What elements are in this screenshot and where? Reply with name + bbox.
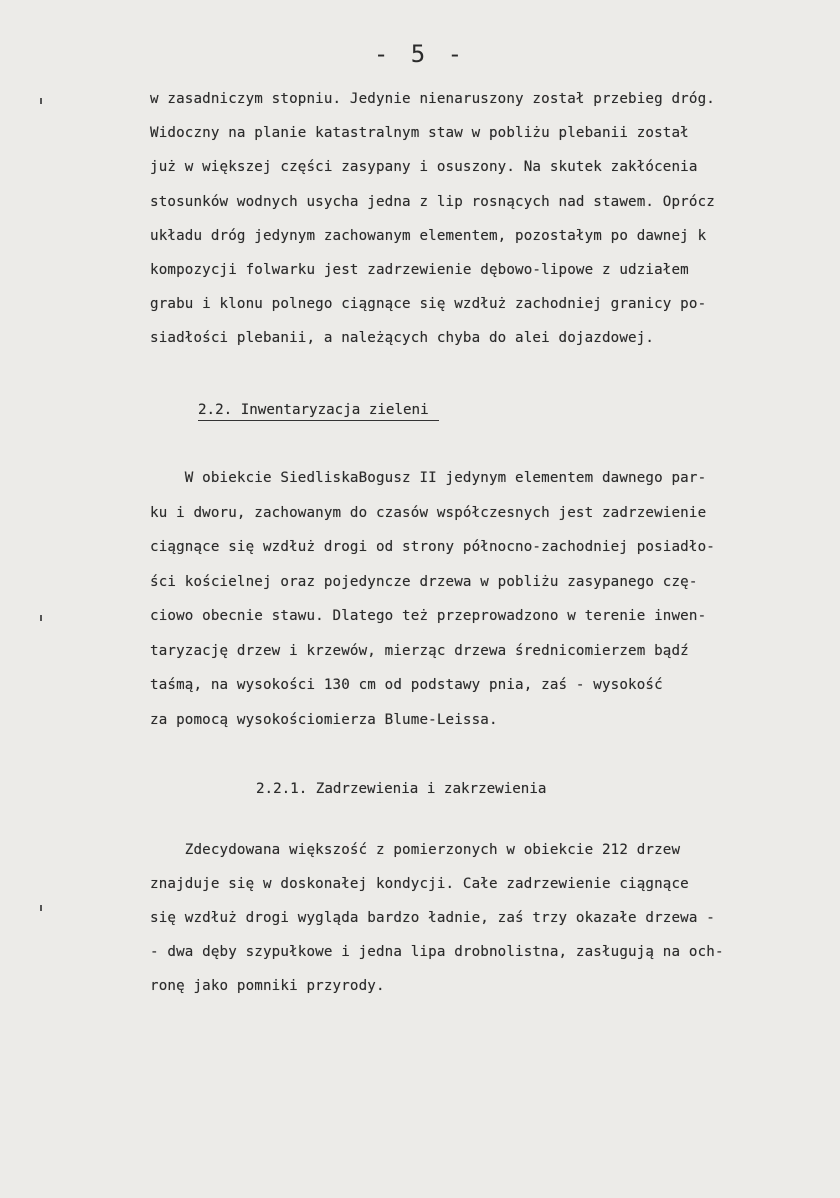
- text-line: stosunków wodnych usycha jedna z lip rosnących nad stawem. Oprócz: [150, 193, 715, 210]
- margin-mark: [40, 615, 42, 621]
- text-line: taśmą, na wysokości 130 cm od podstawy pnia, zaś - wysokość: [150, 677, 663, 693]
- text-line: w zasadniczym stopniu. Jedynie nienaruszony został przebieg dróg.: [150, 91, 715, 107]
- text-line: się wzdłuż drogi wygląda bardzo ładnie, zaś trzy okazałe drzewa -: [150, 910, 715, 926]
- text-line: siadłości plebanii, a należących chyba do alei dojazdowej.: [150, 330, 655, 347]
- margin-mark: [40, 905, 42, 911]
- text-line: układu dróg jedynym zachowanym elementem, pozostałym po dawnej k: [150, 227, 707, 244]
- text-line: kompozycji folwarku jest zadrzewienie dębowo-lipowe z udziałem: [150, 261, 689, 278]
- section-heading: 2.2. Inwentaryzacja zieleni: [198, 402, 439, 421]
- text-line: grabu i klonu polnego ciągnące się wzdłuż zachodniej granicy po-: [150, 296, 707, 313]
- text-line: znajduje się w doskonałej kondycji. Całe zadrzewienie ciągnące: [150, 876, 689, 892]
- paragraph-1: [150, 91, 715, 365]
- text-line: za pomocą wysokościomierza Blume-Leissa.: [150, 711, 498, 728]
- text-line: ku i dworu, zachowanym do czasów współczesnych jest zadrzewienie: [150, 504, 707, 521]
- text-line: już w większej części zasypany i osuszony. Na skutek zakłócenia: [150, 159, 698, 176]
- text-line: ronę jako pomniki przyrody.: [150, 978, 385, 994]
- text-line: W obiekcie SiedliskaBogusz II jedynym elementem dawnego par-: [150, 470, 707, 486]
- text-line: ciągnące się wzdłuż drogi od strony północno-zachodniej posiadło-: [150, 539, 715, 555]
- subsection-heading: 2.2.1. Zadrzewienia i zakrzewienia: [256, 781, 547, 797]
- paragraph-2: [150, 470, 715, 746]
- text-line: ciowo obecnie stawu. Dlatego też przeprowadzono w terenie inwen-: [150, 608, 707, 624]
- text-line: Widoczny na planie katastralnym staw w pobliżu plebanii został: [150, 125, 689, 142]
- text-line: - dwa dęby szypułkowe i jedna lipa drobnolistna, zasługują na och-: [150, 944, 724, 960]
- text-line: ści kościelnej oraz pojedyncze drzewa w pobliżu zasypanego czę-: [150, 573, 698, 590]
- text-line: taryzację drzew i krzewów, mierząc drzewa średnicomierzem bądź: [150, 642, 689, 659]
- page-number: - 5 -: [373, 40, 467, 68]
- paragraph-3: [150, 842, 724, 1012]
- margin-mark: [40, 98, 42, 104]
- text-line: Zdecydowana większość z pomierzonych w obiekcie 212 drzew: [150, 842, 681, 858]
